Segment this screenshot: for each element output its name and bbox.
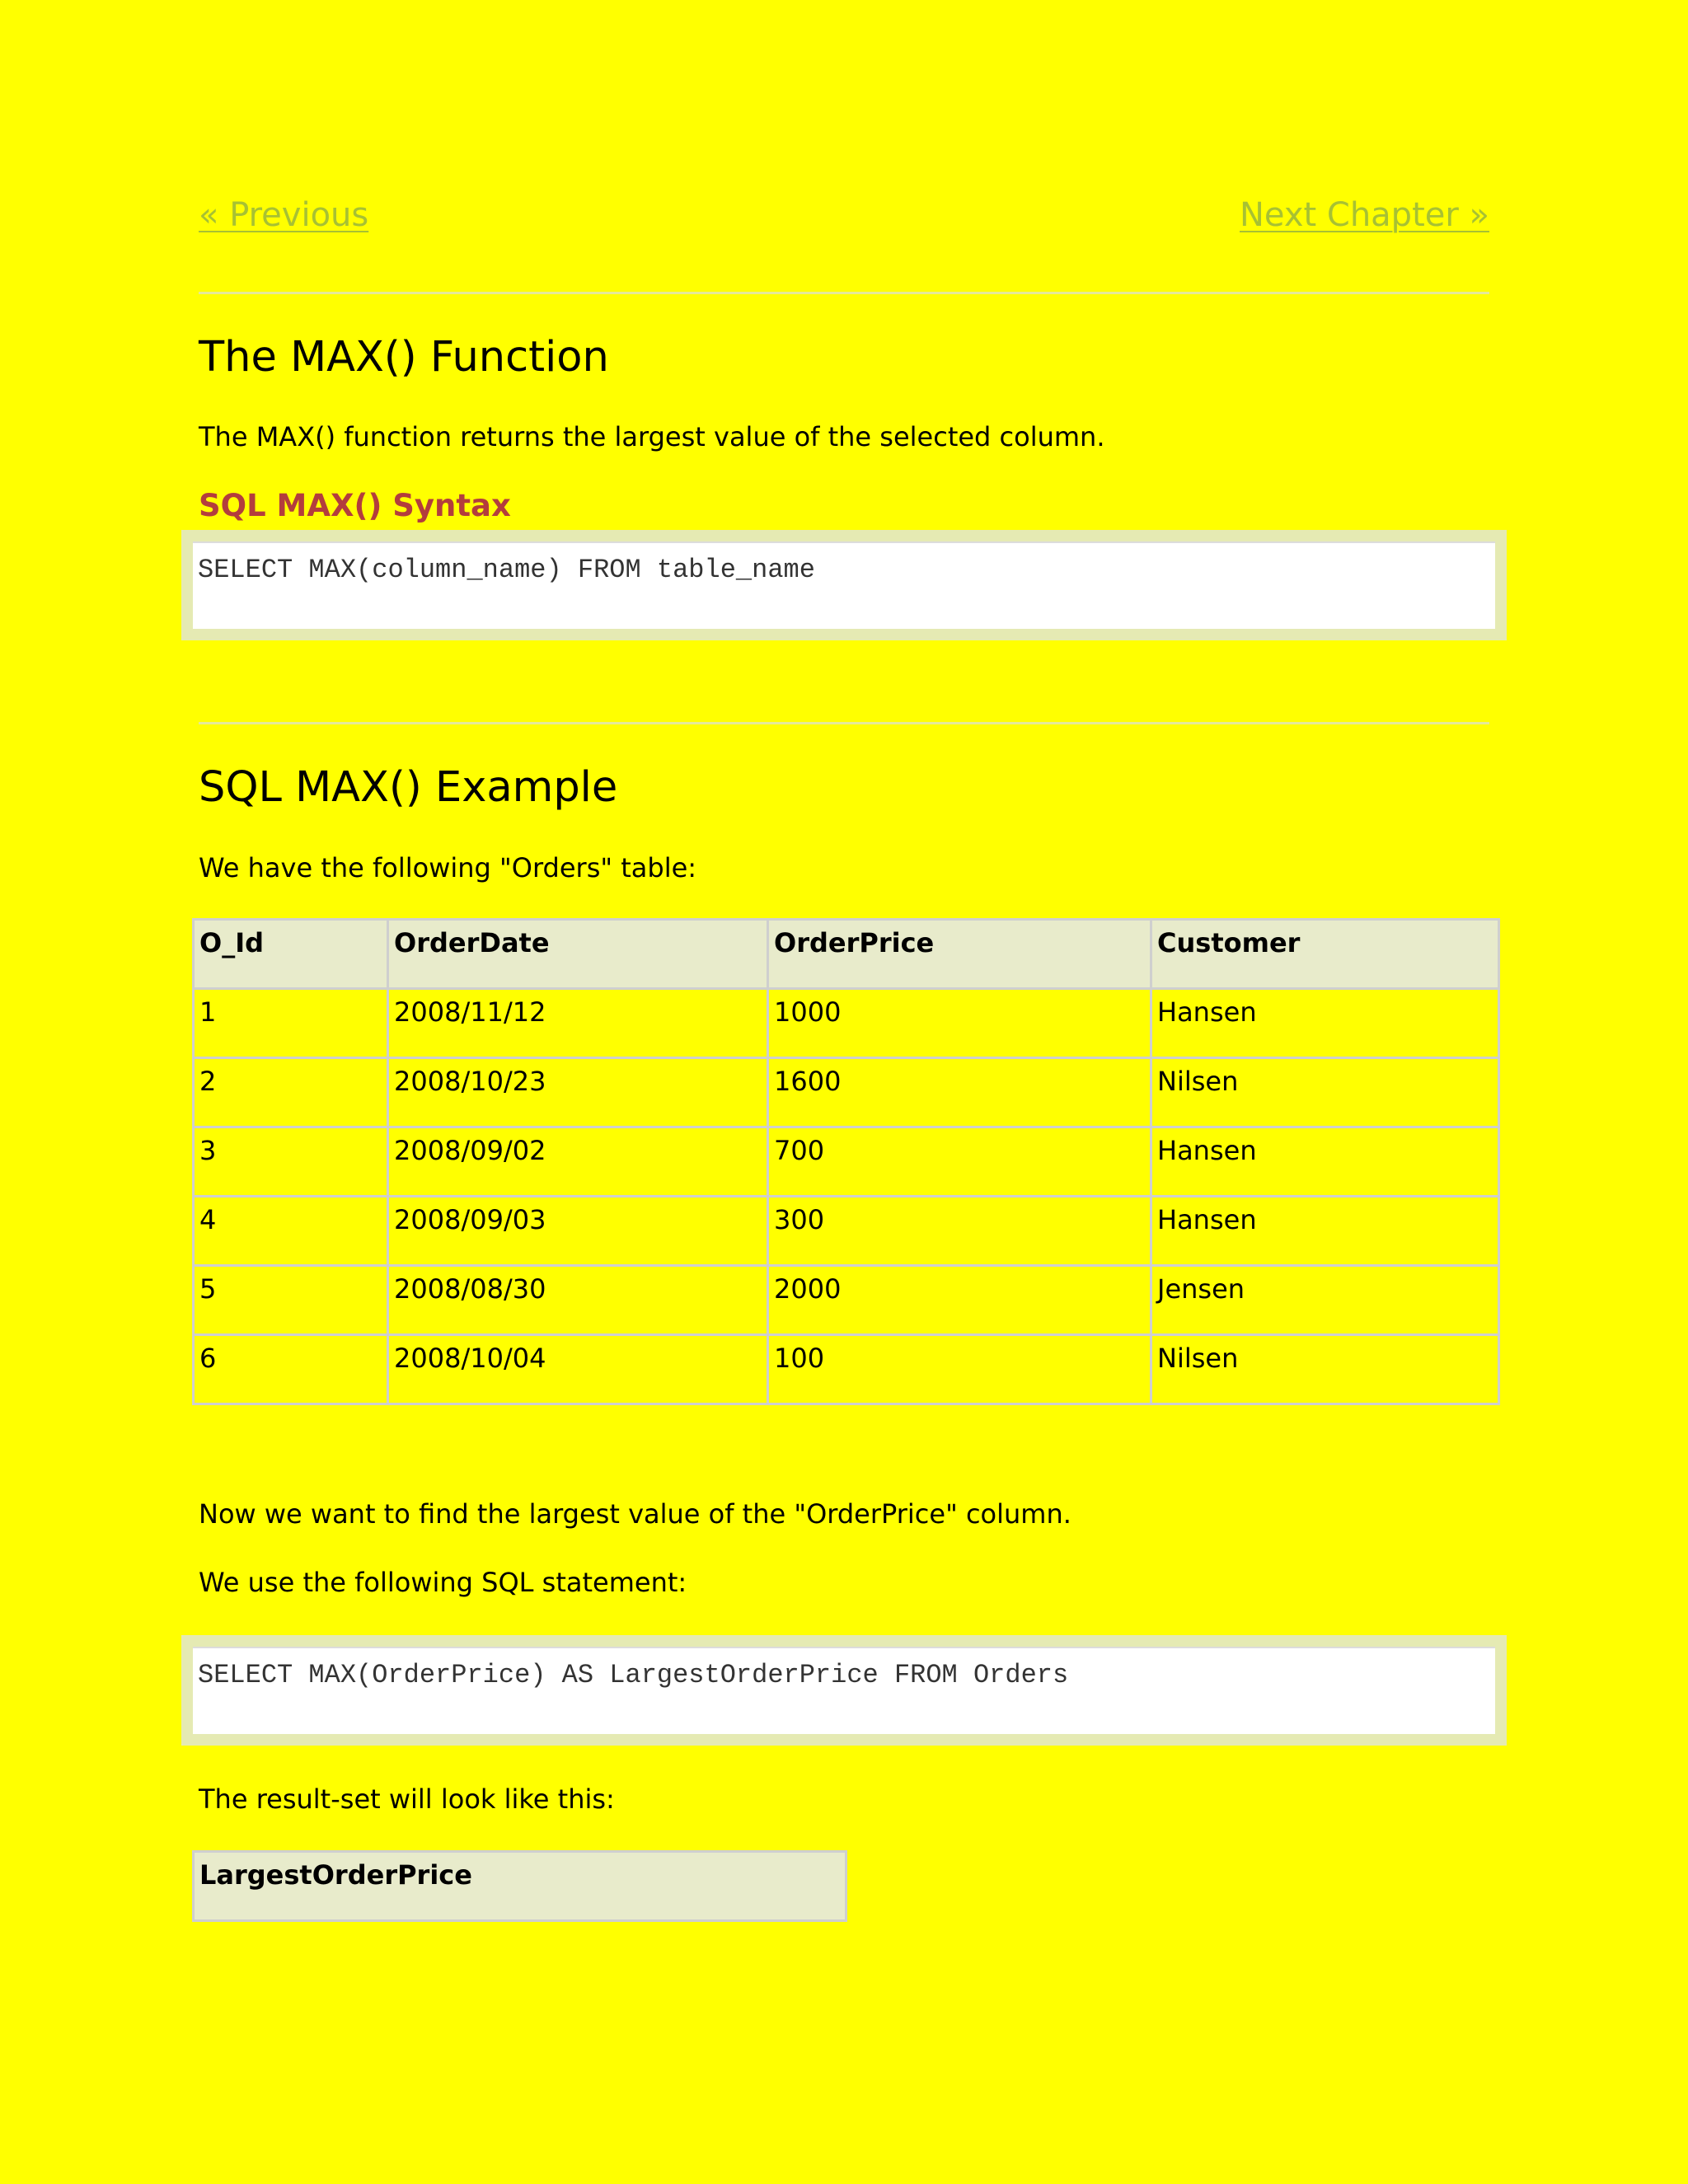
table-cell: 6 (194, 1335, 388, 1404)
orders-table-intro: We have the following "Orders" table: (199, 852, 697, 883)
table-cell: Hansen (1151, 1127, 1499, 1197)
syntax-code-box (181, 530, 1507, 640)
table-cell: 2008/08/30 (388, 1266, 768, 1335)
column-header: O_Id (194, 920, 388, 989)
table-row (194, 1335, 1499, 1404)
table-cell: 5 (194, 1266, 388, 1335)
table-cell: Nilsen (1151, 1058, 1499, 1127)
result-table (192, 1850, 847, 1922)
table-cell: 2008/11/12 (388, 989, 768, 1058)
table-cell: Jensen (1151, 1266, 1499, 1335)
column-header: Customer (1151, 920, 1499, 989)
previous-link[interactable]: « Previous (199, 196, 369, 234)
next-chapter-link[interactable]: Next Chapter » (1239, 196, 1489, 234)
goal-text: Now we want to find the largest value of the "OrderPrice" column. (199, 1498, 1071, 1530)
table-cell: 2000 (768, 1266, 1151, 1335)
table-cell: 2008/10/04 (388, 1335, 768, 1404)
example-title: SQL MAX() Example (199, 763, 618, 812)
table-cell: 300 (768, 1197, 1151, 1266)
max-function-description: The MAX() function returns the largest value of the selected column. (199, 421, 1105, 452)
table-row (194, 1197, 1499, 1266)
statement-code: SELECT MAX(OrderPrice) AS LargestOrderPrice FROM Orders (198, 1660, 1069, 1690)
column-header: OrderPrice (768, 920, 1151, 989)
table-cell: 1600 (768, 1058, 1151, 1127)
table-cell: 1 (194, 989, 388, 1058)
table-row (194, 1266, 1499, 1335)
result-intro: The result-set will look like this: (199, 1783, 615, 1815)
table-row (194, 989, 1499, 1058)
table-cell: 2008/10/23 (388, 1058, 768, 1127)
max-function-title: The MAX() Function (199, 333, 609, 382)
table-cell: 700 (768, 1127, 1151, 1197)
table-cell: Hansen (1151, 989, 1499, 1058)
result-table-header-row (194, 1852, 846, 1921)
column-header: OrderDate (388, 920, 768, 989)
table-cell: 4 (194, 1197, 388, 1266)
divider (199, 292, 1489, 294)
divider (199, 722, 1489, 724)
table-cell: 1000 (768, 989, 1151, 1058)
syntax-heading: SQL MAX() Syntax (199, 488, 511, 523)
table-cell: 2008/09/02 (388, 1127, 768, 1197)
column-header: LargestOrderPrice (194, 1852, 846, 1921)
table-cell: Hansen (1151, 1197, 1499, 1266)
table-cell: 3 (194, 1127, 388, 1197)
orders-table (192, 918, 1500, 1405)
table-cell: 2 (194, 1058, 388, 1127)
table-cell: 2008/09/03 (388, 1197, 768, 1266)
statement-code-box (181, 1635, 1507, 1746)
table-cell: 100 (768, 1335, 1151, 1404)
statement-intro: We use the following SQL statement: (199, 1567, 687, 1598)
table-cell: Nilsen (1151, 1335, 1499, 1404)
orders-table-header-row (194, 920, 1499, 989)
syntax-code: SELECT MAX(column_name) FROM table_name (198, 555, 815, 585)
table-row (194, 1058, 1499, 1127)
chapter-navigation (199, 196, 1489, 237)
table-row (194, 1127, 1499, 1197)
